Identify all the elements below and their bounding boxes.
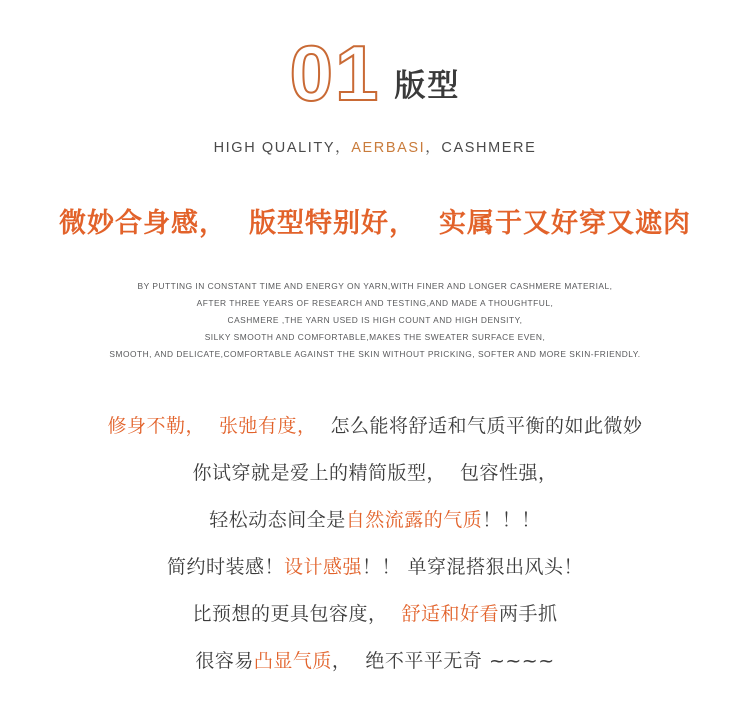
header-section bbox=[0, 0, 750, 157]
subtitle-pre: HIGH QUALITY， bbox=[213, 140, 352, 156]
chinese-body bbox=[0, 403, 750, 685]
chinese-line-4-text-1: 简约时装感！ bbox=[166, 556, 284, 578]
headline-part-2: 版型特别好， bbox=[249, 208, 417, 239]
chinese-line-5-text-1: 比预想的更具包容度， bbox=[192, 603, 388, 625]
chinese-line-3-text-1: 轻松动态间全是 bbox=[209, 509, 346, 531]
section-number-row bbox=[0, 26, 750, 117]
chinese-line-1-hl-2: 张弛有度， bbox=[218, 415, 317, 437]
english-paragraph bbox=[0, 278, 750, 363]
english-line: SMOOTH, AND DELICATE,COMFORTABLE AGAINST THE SKIN WITHOUT PRICKING, SOFTER AND MORE SKIN-FRIENDLY. bbox=[109, 349, 641, 359]
chinese-line-1-text: 怎么能将舒适和气质平衡的如此微妙 bbox=[330, 415, 643, 437]
chinese-line-2-text-2: 包容性强， bbox=[460, 462, 558, 484]
subtitle bbox=[0, 136, 750, 157]
subtitle-post: ，CASHMERE bbox=[425, 140, 537, 156]
english-line: CASHMERE ,THE YARN USED IS HIGH COUNT AND HIGH DENSITY, bbox=[227, 315, 523, 325]
chinese-line-3 bbox=[0, 497, 750, 544]
english-line: SILKY SMOOTH AND COMFORTABLE,MAKES THE SWEATER SURFACE EVEN, bbox=[204, 332, 546, 342]
chinese-line-6-text-3: 绝不平平无奇 ~~~~ bbox=[365, 650, 555, 672]
chinese-line-2 bbox=[0, 450, 750, 497]
subtitle-brand: AERBASI bbox=[351, 140, 426, 156]
section-number: 01 bbox=[289, 28, 381, 117]
english-line: BY PUTTING IN CONSTANT TIME AND ENERGY ON YARN,WITH FINER AND LONGER CASHMERE MATERIAL, bbox=[137, 281, 613, 291]
section-title: 版型 bbox=[394, 68, 461, 104]
english-line: AFTER THREE YEARS OF RESEARCH AND TESTING,AND MADE A THOUGHTFUL, bbox=[196, 298, 554, 308]
chinese-line-3-hl: 自然流露的气质 bbox=[345, 509, 483, 531]
chinese-line-5-text-2: 两手抓 bbox=[499, 603, 558, 625]
headline bbox=[0, 201, 750, 240]
chinese-line-5-hl: 舒适和好看 bbox=[401, 603, 499, 625]
chinese-line-4-text-2: ！！ 单穿混搭狠出风头！ bbox=[361, 556, 584, 578]
chinese-line-4 bbox=[0, 544, 750, 591]
chinese-line-5 bbox=[0, 591, 750, 638]
chinese-line-6-text-1: 很容易 bbox=[195, 650, 254, 672]
chinese-line-6-hl: 凸显气质 bbox=[253, 650, 332, 672]
chinese-line-6-text-2: ， bbox=[331, 650, 352, 672]
headline-part-1: 微妙合身感， bbox=[59, 208, 227, 239]
chinese-line-6 bbox=[0, 638, 750, 685]
chinese-line-4-hl: 设计感强 bbox=[283, 556, 362, 578]
chinese-line-1-hl-1: 修身不勒， bbox=[107, 415, 205, 437]
chinese-line-2-text-1: 你试穿就是爱上的精简版型， bbox=[192, 462, 446, 484]
headline-part-3: 实属于又好穿又遮肉 bbox=[439, 208, 691, 239]
chinese-line-1 bbox=[0, 403, 750, 450]
chinese-line-3-text-2: ！！！ bbox=[482, 509, 541, 531]
